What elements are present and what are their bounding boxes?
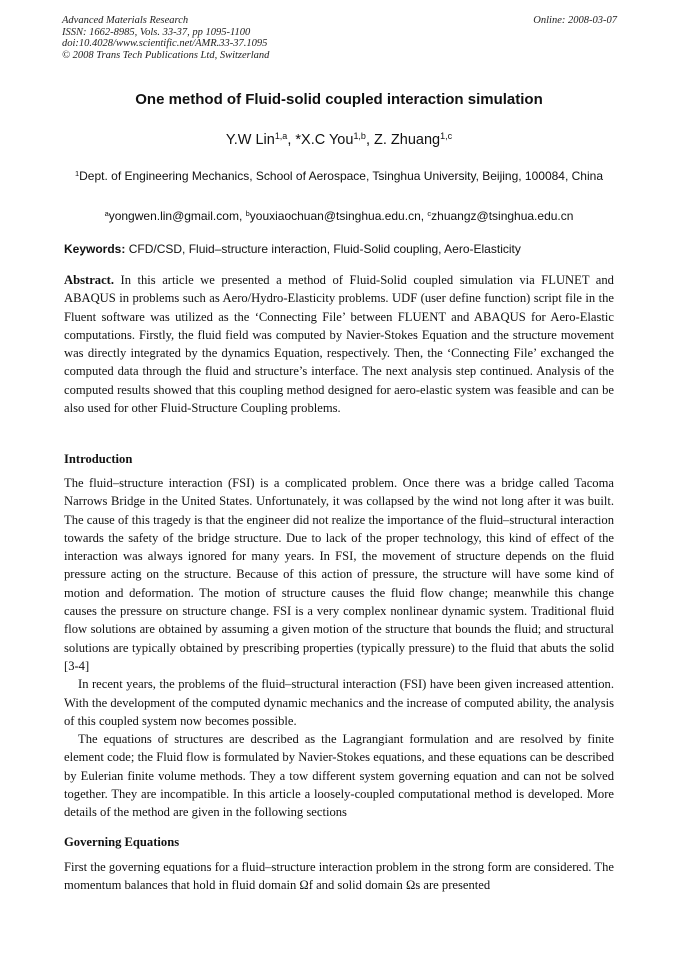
journal-issn: ISSN: 1662-8985, Vols. 33-37, pp 1095-1100 [62, 26, 251, 38]
online-date: Online: 2008-03-07 [533, 15, 617, 26]
email-sup: a [104, 208, 109, 218]
paragraph: First the governing equations for a fluid–structure interaction problem in the strong form are considered. The momentum balances that hold in fluid domain Ωf and solid domain Ωs are presented [64, 860, 614, 893]
author-list: Y.W Lin$^{1,a}$, *X.C You$^{1,b}$, Z. Zhuang$^{1,c}$ [225, 131, 453, 148]
section-heading-introduction: Introduction [64, 452, 133, 466]
author-sup: 1,c [440, 131, 453, 142]
author-sup: 1,a [274, 131, 288, 142]
author-name: *X.C You [295, 132, 354, 148]
abstract-text: In this article we presented a method of Fluid-Solid coupled simulation via FLUNET and ABAQUS in problems such as Aero/Hydro-Elasticity problems. UDF (user define function) script file in the Fluent software was utilized as the ‘Connecting File’ between FLUENT and ABAQUS for Aero-Elastic computations. Firstly, the fluid field was computed by Navier-Stokes Equation and the structure movement was directly integrated by the dynamics Equation, respectively. Then, the ‘Connecting File’ exchanged the computed data through the fluid and structure’s interface. The next analysis step continued. Analysis of the computed results showed that this coupling method designed for aero-elastic system was feasible and can be also used for other Fluid-Structure Coupling problems. [64, 273, 614, 416]
paragraph: The equations of structures are described as the Lagrangiant formulation and are resolved by finite element code; the Fluid flow is formulated by Navier-Stokes equations, and these equations can be described by Eulerian finite volume methods. They a tow different system governing equation and can not be solved together. They are incompatible. In this article a loosely-coupled computational method is developed. More details of the method are given in the following sections [64, 732, 614, 820]
abstract [64, 271, 614, 417]
keywords [64, 242, 616, 256]
paragraph: In recent years, the problems of the fluid–structural interaction (FSI) have been given increased attention. With the development of the computed dynamic mechanics and the increase of computed ability, the analysis of this coupled system now becomes possible. [64, 677, 614, 728]
paragraph: The fluid–structure interaction (FSI) is a complicated problem. Once there was a bridge called Tacoma Narrows Bridge in the United States. Unfortunately, it was collapsed by the wind not long after it was built. The cause of this tragedy is that the engineer did not realize the importance of the fluid–structural interaction towards the safety of the bridge structure. Due to lack of the proper technology, this kind of effect of the interaction was always ignored for many years. In FSI, the movement of structure depends on the fluid pressure acting on the structure. Because of this action of pressure, the structure will have some kind of motion and deformation. The motion of structure causes the fluid flow change; meanwhile this change causes the pressure on structure change. FSI is a very complex nonlinear dynamic system. Traditional fluid flow solutions are obtained by assuming a given motion of the structure that bounds the fluid; and structural solutions are typically obtained by prescribing properties (typically pressure) to the fluid that abuts the solid [3-4] [64, 476, 614, 673]
keywords-text: CFD/CSD, Fluid–structure interaction, Fluid-Solid coupling, Aero-Elasticity [128, 242, 521, 256]
email-address[interactable]: zhuangz@tsinghua.edu.cn [431, 209, 574, 223]
journal-header [62, 15, 617, 61]
abstract-label: Abstract. [64, 273, 115, 287]
email-address[interactable]: youxiaochuan@tsinghua.edu.cn [249, 209, 421, 223]
email-list: $^a$yongwen.lin@gmail.com, $^b$youxiaochuan@tsinghua.edu.cn, $^c$zhuangz@tsinghua.edu.cn [104, 208, 574, 223]
author-name: Y.W Lin [225, 132, 275, 148]
author-name: Z. Zhuang [374, 132, 441, 148]
email-address[interactable]: yongwen.lin@gmail.com [108, 209, 239, 223]
author-sup: 1,b [353, 131, 366, 142]
email-sup: b [245, 208, 250, 218]
paper-title: One method of Fluid-solid coupled interaction simulation [135, 91, 543, 108]
journal-doi: doi:10.4028/www.scientific.net/AMR.33-37.1095 [62, 38, 268, 49]
journal-copyright: © 2008 Trans Tech Publications Ltd, Switzerland [62, 49, 270, 61]
section-heading-governing-equations: Governing Equations [64, 835, 180, 849]
governing-equations-body [64, 858, 614, 895]
journal-name: Advanced Materials Research [62, 15, 189, 26]
affiliation-sup: 1 [74, 168, 80, 178]
affiliation [72, 167, 606, 185]
introduction-body [64, 474, 614, 822]
keywords-label: Keywords: [64, 242, 126, 256]
email-sup: c [427, 208, 432, 218]
affiliation-text: Dept. of Engineering Mechanics, School of Aerospace, Tsinghua University, Beijing, 100084, China [79, 169, 603, 183]
